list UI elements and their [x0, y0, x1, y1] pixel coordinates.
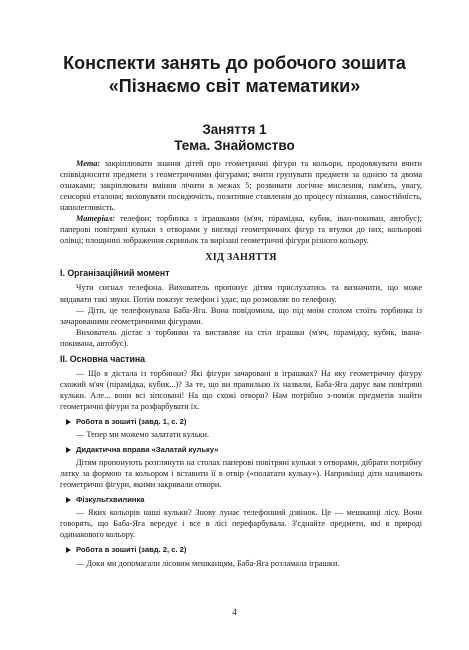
main-title-line-2: «Пізнаємо світ математики» [108, 76, 361, 96]
subsection-1-paragraph: — Тепер ми можемо залатати кульки. [76, 430, 210, 440]
goal-label: Мета: [76, 159, 101, 168]
lesson-body [60, 158, 422, 569]
arrow-bullet-icon [66, 497, 71, 503]
material-text: телефон; торбинка з іграшками (м'яч, пірамідка, кубик, іван-покиван, автобус); паперові повітряні кульки з отворами у вигляді геометричних фігур та втулки до них; кольорові олівці; площинні зображення скриньок та вирізані геометричні фігури різного кольору. [60, 214, 422, 246]
lesson-theme: Тема. Знайомство [174, 138, 295, 153]
page-number: 4 [232, 607, 237, 617]
course-heading: ХІД ЗАНЯТТЯ [205, 252, 277, 264]
subsection-2-heading: Дидактична вправа «Залатай кульку» [76, 445, 219, 455]
material-label: Матеріал: [76, 214, 116, 224]
subsection-4-paragraph: — Доки ми допомагали лісовим мешканцям, Баба-Яга розламала іграшки. [76, 558, 340, 568]
material-paragraph [60, 213, 422, 246]
subsection-3-heading: Фізкультхвилинка [76, 495, 145, 505]
goal-paragraph [60, 158, 422, 213]
subsection-4 [66, 544, 422, 555]
arrow-bullet-icon [66, 447, 71, 453]
section-1-heading: І. Організаційний момент [60, 268, 170, 279]
section-2-heading: ІІ. Основна частина [60, 353, 146, 364]
section-1-paragraph-1: Чути сигнал телефона. Вихователь пропонує дітям прислухатись та визначити, що може видавати такі звуки. Потім показує телефон і удає, що розмовляє по телефону. [60, 283, 422, 304]
subsection-2-paragraph: Дітям пропонують розглянути на столах паперові повітряні кульки з отворами, дібрати потрібну латку за формою та кольором і вставити її в отвір («полатати кульку»). Наприкінці діти називають геометричні фігури, якими закривали отвори. [60, 458, 422, 490]
section-1-paragraph-2: — Діти, це телефонувала Баба-Яга. Вона повідомила, що під моїм столом стоїть торбинка із зачарованими геометричними фігурами. [60, 305, 422, 326]
subsection-1 [66, 416, 422, 427]
arrow-bullet-icon [66, 547, 71, 553]
arrow-bullet-icon [66, 419, 71, 425]
subsection-1-heading: Робота в зошиті (завд. 1, с. 2) [76, 416, 187, 426]
subsection-4-heading: Робота в зошиті (завд. 2, с. 2) [76, 545, 187, 555]
section-1-paragraph-3: Вихователь дістає з торбинки та виставляє на стіл іграшки (м'яч, пірамідку, кубик, івана-покивана, автобус). [60, 327, 422, 348]
section-2-paragraph-1: — Що я дістала із торбинки? Які фігури зачаровані в іграшках? На яку геометричну фігуру схожий м'яч (пірамідка, кубик...)? За те, що ви правильно їх назвали, Баба-Яга дарує вам повітряні кульки. Але... вони всі зіпсовані! На що схожі отвори? Нам потрібно з-поміж предметів знайти геометричні фігури та розфарбувати їх. [60, 368, 422, 411]
lesson-number: Заняття 1 [202, 122, 267, 137]
subsection-3 [66, 494, 422, 505]
main-title-line-1: Конспекти занять до робочого зошита [63, 53, 406, 73]
subsection-3-paragraph: — Яких кольорів наші кульки? Знову лунає телефонний дзвінок. Це — мешканці лісу. Вони говорять, що Баба-Яга вередує і все в лісі перефарбувала. З'єднайте предмети, які в природі одинакового кольору. [60, 508, 422, 540]
subsection-2 [66, 444, 422, 455]
goal-text: закріплювати знання дітей про геометричні фігури та кольори, продовжувати вчити співвідносити предмети з геометричними фігурами; вчити групувати предмети за однією та двома ознаками; закріплювати вміння лічити в межах 5; розвивати логічне мислення, пам'ять, увагу, сенсорні еталони; виховувати посидючість, позитивне ставлення до процесу пізнання, самостійність, наполегливість. [60, 159, 422, 213]
